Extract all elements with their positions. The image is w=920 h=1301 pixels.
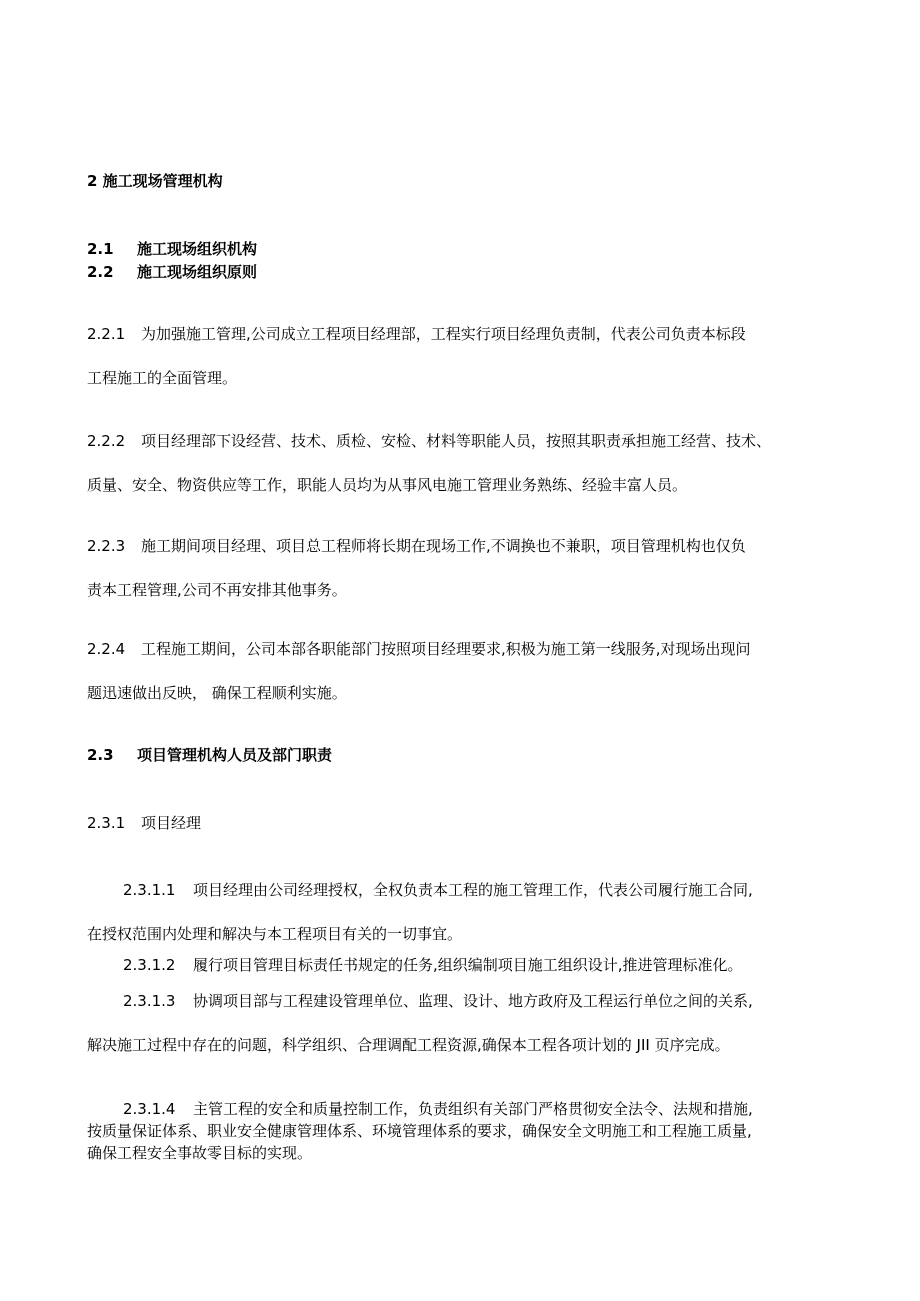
paragraph-text: 在授权范围内处理和解决与本工程项目有关的一切事宜。 [87,925,463,943]
paragraph-number: 2.2.4 [87,640,126,658]
paragraph-2-2-1 [87,323,847,388]
paragraph-text: 主管工程的安全和质量控制工作，负责组织有关部门严格贯彻安全法令、法规和措施, [193,1100,753,1118]
paragraph-number: 2.2.1 [87,325,126,343]
paragraph-number: 2.3.1.1 [123,881,176,899]
paragraph-text: 为加强施工管理,公司成立工程项目经理部，工程实行项目经理负责制，代表公司负责本标段 [141,325,746,343]
section-title: 项目管理机构人员及部门职责 [137,746,333,764]
section-title: 项目经理 [141,814,202,832]
paragraph-2-3-1-2 [87,954,847,975]
section-number: 2.3.1 [87,814,126,832]
paragraph-text: 确保工程安全事故零目标的实现。 [87,1144,313,1162]
paragraph-text: 协调项目部与工程建设管理单位、监理、设计、地方政府及工程运行单位之间的关系, [193,992,753,1010]
paragraph-number: 2.2.3 [87,537,126,555]
paragraph-text: 工程施工的全面管理。 [87,369,238,387]
paragraph-text: 题迅速做出反映， 确保工程顺利实施。 [87,684,347,702]
paragraph-number: 2.2.2 [87,432,126,450]
section-title: 施工现场组织机构 [137,240,258,258]
paragraph-number: 2.3.1.3 [123,992,176,1010]
paragraph-2-2-3 [87,535,847,600]
chapter-heading [87,170,847,191]
paragraph-text: 解决施工过程中存在的问题，科学组织、合理调配工程资源,确保本工程各项计划的 JII 页序完成。 [87,1036,730,1054]
paragraph-text: 责本工程管理,公司不再安排其他事务。 [87,581,347,599]
paragraph-2-3-1-3 [87,990,847,1055]
section-heading-2-2 [87,261,847,282]
paragraph-2-2-4 [87,638,847,703]
paragraph-text: 项目经理由公司经理授权，全权负责本工程的施工管理工作，代表公司履行施工合同, [193,881,753,899]
section-heading-2-1 [87,238,847,259]
paragraph-text: 项目经理部下设经营、技术、质检、安检、材料等职能人员，按照其职责承担施工经营、技术、 [141,432,772,450]
paragraph-2-3-1-1 [87,879,847,944]
section-heading-2-3-1 [87,812,847,833]
section-number: 2.3 [87,746,114,764]
paragraph-number: 2.3.1.4 [123,1100,176,1118]
section-title: 施工现场组织原则 [137,263,258,281]
paragraph-text: 履行项目管理目标责任书规定的任务,组织编制项目施工组织设计,推进管理标准化。 [193,956,743,974]
section-number: 2.2 [87,263,114,281]
paragraph-number: 2.3.1.2 [123,956,176,974]
section-heading-2-3 [87,744,847,765]
paragraph-2-2-2 [87,430,847,495]
paragraph-text: 工程施工期间，公司本部各职能部门按照项目经理要求,积极为施工第一线服务,对现场出现问 [141,640,751,658]
section-number: 2.1 [87,240,114,258]
paragraph-text: 按质量保证体系、职业安全健康管理体系、环境管理体系的要求，确保安全文明施工和工程施工质量, [87,1122,752,1140]
paragraph-2-3-1-4 [87,1098,847,1163]
chapter-title: 2 施工现场管理机构 [87,172,223,190]
paragraph-text: 质量、安全、物资供应等工作，职能人员均为从事风电施工管理业务熟练、经验丰富人员。 [87,476,688,494]
paragraph-text: 施工期间项目经理、项目总工程师将长期在现场工作,不调换也不兼职，项目管理机构也仅负 [141,537,746,555]
